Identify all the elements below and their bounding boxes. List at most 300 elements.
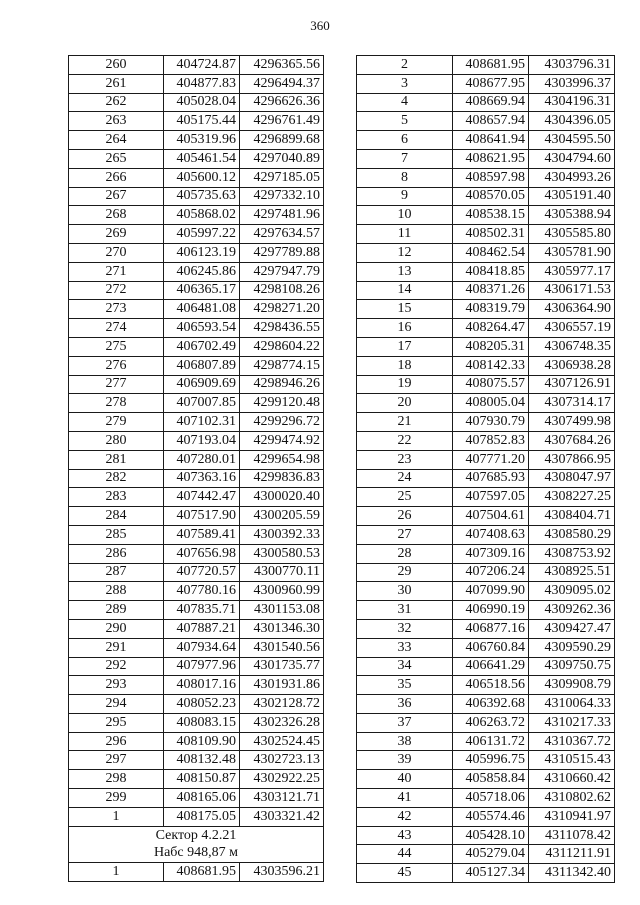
y-coordinate-cell: 4300392.33 [240,525,324,544]
table-row [357,243,615,262]
y-coordinate-cell: 4302922.25 [240,770,324,789]
point-number-cell: 17 [357,337,453,356]
page-number: 360 [310,18,330,33]
y-coordinate-cell: 4308227.25 [529,488,615,507]
y-coordinate-cell: 4310217.33 [529,713,615,732]
y-coordinate-cell: 4300205.59 [240,507,324,526]
table-row [69,225,324,244]
x-coordinate-cell: 408570.05 [453,187,529,206]
table-row [357,619,615,638]
y-coordinate-cell: 4311211.91 [529,845,615,864]
point-number-cell: 4 [357,93,453,112]
table-row [357,525,615,544]
x-coordinate-cell: 408319.79 [453,300,529,319]
y-coordinate-cell: 4308925.51 [529,563,615,582]
x-coordinate-cell: 405996.75 [453,751,529,770]
table-row [357,93,615,112]
y-coordinate-cell: 4299296.72 [240,413,324,432]
table-row [357,131,615,150]
y-coordinate-cell: 4302524.45 [240,732,324,751]
point-number-cell: 273 [69,300,164,319]
point-number-cell: 294 [69,695,164,714]
point-number-cell: 280 [69,431,164,450]
table-row [357,431,615,450]
x-coordinate-cell: 406990.19 [453,601,529,620]
point-number-cell: 264 [69,131,164,150]
table-row [69,56,324,75]
x-coordinate-cell: 407309.16 [453,544,529,563]
table-row [357,845,615,864]
point-number-cell: 262 [69,93,164,112]
point-number-cell: 9 [357,187,453,206]
x-coordinate-cell: 407442.47 [164,488,240,507]
y-coordinate-cell: 4296365.56 [240,56,324,75]
x-coordinate-cell: 407363.16 [164,469,240,488]
point-number-cell: 38 [357,732,453,751]
x-coordinate-cell: 406702.49 [164,337,240,356]
x-coordinate-cell: 408075.57 [453,375,529,394]
point-number-cell: 1 [69,807,164,826]
point-number-cell: 279 [69,413,164,432]
point-number-cell: 260 [69,56,164,75]
y-coordinate-cell: 4304794.60 [529,149,615,168]
y-coordinate-cell: 4303596.21 [240,863,324,882]
x-coordinate-cell: 406877.16 [453,619,529,638]
y-coordinate-cell: 4305191.40 [529,187,615,206]
point-number-cell: 10 [357,206,453,225]
point-number-cell: 40 [357,770,453,789]
table-row [69,281,324,300]
table-row [357,826,615,845]
x-coordinate-cell: 407780.16 [164,582,240,601]
table-row [357,713,615,732]
table-row [69,93,324,112]
x-coordinate-cell: 407835.71 [164,601,240,620]
table-row [69,149,324,168]
x-coordinate-cell: 406518.56 [453,676,529,695]
table-row [69,131,324,150]
x-coordinate-cell: 408175.05 [164,807,240,826]
x-coordinate-cell: 407408.63 [453,525,529,544]
point-number-cell: 287 [69,563,164,582]
y-coordinate-cell: 4297040.89 [240,149,324,168]
point-number-cell: 34 [357,657,453,676]
point-number-cell: 23 [357,450,453,469]
x-coordinate-cell: 405028.04 [164,93,240,112]
x-coordinate-cell: 405858.84 [453,770,529,789]
x-coordinate-cell: 408165.06 [164,789,240,808]
x-coordinate-cell: 408462.54 [453,243,529,262]
x-coordinate-cell: 407852.83 [453,431,529,450]
x-coordinate-cell: 408669.94 [453,93,529,112]
point-number-cell: 281 [69,450,164,469]
table-row [357,168,615,187]
x-coordinate-cell: 406392.68 [453,695,529,714]
x-coordinate-cell: 406481.08 [164,300,240,319]
point-number-cell: 45 [357,864,453,883]
point-number-cell: 1 [69,863,164,882]
point-number-cell: 266 [69,168,164,187]
x-coordinate-cell: 408681.95 [453,56,529,75]
x-coordinate-cell: 407887.21 [164,619,240,638]
y-coordinate-cell: 4306171.53 [529,281,615,300]
point-number-cell: 39 [357,751,453,770]
point-number-cell: 22 [357,431,453,450]
y-coordinate-cell: 4296626.36 [240,93,324,112]
point-number-cell: 267 [69,187,164,206]
y-coordinate-cell: 4304196.31 [529,93,615,112]
table-row [69,525,324,544]
x-coordinate-cell: 407685.93 [453,469,529,488]
x-coordinate-cell: 408657.94 [453,112,529,131]
y-coordinate-cell: 4298436.55 [240,319,324,338]
y-coordinate-cell: 4300770.11 [240,563,324,582]
table-row [357,864,615,883]
y-coordinate-cell: 4300580.53 [240,544,324,563]
right-coordinates-table [356,55,615,883]
y-coordinate-cell: 4305585.80 [529,225,615,244]
table-row [357,300,615,319]
y-coordinate-cell: 4298946.26 [240,375,324,394]
y-coordinate-cell: 4307314.17 [529,394,615,413]
point-number-cell: 269 [69,225,164,244]
x-coordinate-cell: 406760.84 [453,638,529,657]
table-row [69,657,324,676]
point-number-cell: 20 [357,394,453,413]
x-coordinate-cell: 405461.54 [164,149,240,168]
x-coordinate-cell: 407504.61 [453,507,529,526]
y-coordinate-cell: 4309095.02 [529,582,615,601]
x-coordinate-cell: 408052.23 [164,695,240,714]
table-row [357,112,615,131]
point-number-cell: 27 [357,525,453,544]
point-number-cell: 277 [69,375,164,394]
table-row [357,413,615,432]
y-coordinate-cell: 4308753.92 [529,544,615,563]
table-row [69,488,324,507]
table-row [357,657,615,676]
point-number-cell: 5 [357,112,453,131]
y-coordinate-cell: 4308580.29 [529,525,615,544]
point-number-cell: 297 [69,751,164,770]
x-coordinate-cell: 407193.04 [164,431,240,450]
table-row [69,337,324,356]
table-row [357,375,615,394]
y-coordinate-cell: 4303996.37 [529,74,615,93]
point-number-cell: 286 [69,544,164,563]
y-coordinate-cell: 4301153.08 [240,601,324,620]
point-number-cell: 265 [69,149,164,168]
x-coordinate-cell: 408083.15 [164,713,240,732]
point-number-cell: 19 [357,375,453,394]
left-coordinates-table [68,55,324,882]
x-coordinate-cell: 408132.48 [164,751,240,770]
y-coordinate-cell: 4307684.26 [529,431,615,450]
x-coordinate-cell: 405600.12 [164,168,240,187]
y-coordinate-cell: 4299474.92 [240,431,324,450]
table-row [357,319,615,338]
table-row [69,243,324,262]
table-row [357,206,615,225]
point-number-cell: 282 [69,469,164,488]
table-row [357,56,615,75]
x-coordinate-cell: 408371.26 [453,281,529,300]
point-number-cell: 35 [357,676,453,695]
x-coordinate-cell: 408142.33 [453,356,529,375]
point-number-cell: 15 [357,300,453,319]
y-coordinate-cell: 4297634.57 [240,225,324,244]
point-number-cell: 8 [357,168,453,187]
table-row [69,676,324,695]
y-coordinate-cell: 4298604.22 [240,337,324,356]
x-coordinate-cell: 405868.02 [164,206,240,225]
y-coordinate-cell: 4302723.13 [240,751,324,770]
table-row [69,262,324,281]
y-coordinate-cell: 4296761.49 [240,112,324,131]
table-row [69,863,324,882]
table-row [69,413,324,432]
point-number-cell: 263 [69,112,164,131]
y-coordinate-cell: 4296899.68 [240,131,324,150]
table-row [357,262,615,281]
table-row [357,450,615,469]
point-number-cell: 24 [357,469,453,488]
point-number-cell: 30 [357,582,453,601]
point-number-cell: 18 [357,356,453,375]
table-row [69,807,324,826]
table-row [357,789,615,808]
x-coordinate-cell: 407597.05 [453,488,529,507]
x-coordinate-cell: 407517.90 [164,507,240,526]
table-row [357,563,615,582]
y-coordinate-cell: 4304595.50 [529,131,615,150]
x-coordinate-cell: 407771.20 [453,450,529,469]
y-coordinate-cell: 4301735.77 [240,657,324,676]
point-number-cell: 271 [69,262,164,281]
x-coordinate-cell: 407934.64 [164,638,240,657]
table-row [69,638,324,657]
point-number-cell: 14 [357,281,453,300]
y-coordinate-cell: 4310367.72 [529,732,615,751]
y-coordinate-cell: 4307126.91 [529,375,615,394]
table-row [69,469,324,488]
x-coordinate-cell: 405735.63 [164,187,240,206]
table-row [69,601,324,620]
point-number-cell: 33 [357,638,453,657]
table-row [357,488,615,507]
table-row [357,225,615,244]
y-coordinate-cell: 4309908.79 [529,676,615,695]
table-row [69,619,324,638]
x-coordinate-cell: 408677.95 [453,74,529,93]
y-coordinate-cell: 4302128.72 [240,695,324,714]
point-number-cell: 292 [69,657,164,676]
x-coordinate-cell: 407102.31 [164,413,240,432]
table-row [69,187,324,206]
table-row [69,450,324,469]
x-coordinate-cell: 408418.85 [453,262,529,281]
x-coordinate-cell: 408264.47 [453,319,529,338]
point-number-cell: 6 [357,131,453,150]
point-number-cell: 288 [69,582,164,601]
point-number-cell: 270 [69,243,164,262]
point-number-cell: 261 [69,74,164,93]
x-coordinate-cell: 407930.79 [453,413,529,432]
x-coordinate-cell: 404877.83 [164,74,240,93]
y-coordinate-cell: 4297789.88 [240,243,324,262]
x-coordinate-cell: 407589.41 [164,525,240,544]
sector-row [69,844,324,862]
y-coordinate-cell: 4303796.31 [529,56,615,75]
point-number-cell: 41 [357,789,453,808]
table-row [69,751,324,770]
y-coordinate-cell: 4306557.19 [529,319,615,338]
x-coordinate-cell: 404724.87 [164,56,240,75]
table-row [69,168,324,187]
x-coordinate-cell: 408597.98 [453,168,529,187]
table-row [69,770,324,789]
y-coordinate-cell: 4306748.35 [529,337,615,356]
sector-area: Набс 948,87 м [69,844,324,862]
point-number-cell: 272 [69,281,164,300]
y-coordinate-cell: 4310660.42 [529,770,615,789]
y-coordinate-cell: 4299836.83 [240,469,324,488]
table-row [69,732,324,751]
table-row [357,507,615,526]
point-number-cell: 21 [357,413,453,432]
point-number-cell: 2 [357,56,453,75]
y-coordinate-cell: 4301540.56 [240,638,324,657]
y-coordinate-cell: 4299120.48 [240,394,324,413]
x-coordinate-cell: 406123.19 [164,243,240,262]
y-coordinate-cell: 4300020.40 [240,488,324,507]
point-number-cell: 291 [69,638,164,657]
point-number-cell: 43 [357,826,453,845]
point-number-cell: 37 [357,713,453,732]
x-coordinate-cell: 405428.10 [453,826,529,845]
point-number-cell: 13 [357,262,453,281]
point-number-cell: 44 [357,845,453,864]
table-row [357,676,615,695]
table-row [69,319,324,338]
y-coordinate-cell: 4305977.17 [529,262,615,281]
table-row [357,807,615,826]
y-coordinate-cell: 4298108.26 [240,281,324,300]
table-row [357,582,615,601]
table-row [357,638,615,657]
table-row [357,770,615,789]
table-row [357,187,615,206]
y-coordinate-cell: 4304396.05 [529,112,615,131]
table-row [69,431,324,450]
x-coordinate-cell: 406245.86 [164,262,240,281]
x-coordinate-cell: 406593.54 [164,319,240,338]
y-coordinate-cell: 4305781.90 [529,243,615,262]
y-coordinate-cell: 4310064.33 [529,695,615,714]
point-number-cell: 298 [69,770,164,789]
table-row [357,544,615,563]
point-number-cell: 7 [357,149,453,168]
point-number-cell: 283 [69,488,164,507]
sector-title: Сектор 4.2.21 [69,826,324,844]
table-row [357,149,615,168]
point-number-cell: 28 [357,544,453,563]
x-coordinate-cell: 405319.96 [164,131,240,150]
point-number-cell: 268 [69,206,164,225]
y-coordinate-cell: 4297481.96 [240,206,324,225]
table-row [69,394,324,413]
point-number-cell: 289 [69,601,164,620]
point-number-cell: 3 [357,74,453,93]
x-coordinate-cell: 405175.44 [164,112,240,131]
table-row [69,356,324,375]
x-coordinate-cell: 406263.72 [453,713,529,732]
table-row [357,695,615,714]
y-coordinate-cell: 4310515.43 [529,751,615,770]
x-coordinate-cell: 408205.31 [453,337,529,356]
x-coordinate-cell: 406641.29 [453,657,529,676]
point-number-cell: 29 [357,563,453,582]
point-number-cell: 25 [357,488,453,507]
point-number-cell: 12 [357,243,453,262]
x-coordinate-cell: 407280.01 [164,450,240,469]
y-coordinate-cell: 4302326.28 [240,713,324,732]
y-coordinate-cell: 4306938.28 [529,356,615,375]
x-coordinate-cell: 407007.85 [164,394,240,413]
point-number-cell: 293 [69,676,164,695]
y-coordinate-cell: 4309750.75 [529,657,615,676]
table-row [69,695,324,714]
table-row [69,112,324,131]
x-coordinate-cell: 408017.16 [164,676,240,695]
y-coordinate-cell: 4297185.05 [240,168,324,187]
x-coordinate-cell: 405127.34 [453,864,529,883]
table-row [69,507,324,526]
y-coordinate-cell: 4306364.90 [529,300,615,319]
x-coordinate-cell: 408641.94 [453,131,529,150]
x-coordinate-cell: 408621.95 [453,149,529,168]
x-coordinate-cell: 406131.72 [453,732,529,751]
table-row [357,732,615,751]
y-coordinate-cell: 4309262.36 [529,601,615,620]
x-coordinate-cell: 407206.24 [453,563,529,582]
point-number-cell: 274 [69,319,164,338]
y-coordinate-cell: 4309427.47 [529,619,615,638]
y-coordinate-cell: 4309590.29 [529,638,615,657]
x-coordinate-cell: 408109.90 [164,732,240,751]
y-coordinate-cell: 4297332.10 [240,187,324,206]
table-row [357,356,615,375]
table-row [69,206,324,225]
table-row [357,74,615,93]
table-row [357,751,615,770]
point-number-cell: 36 [357,695,453,714]
sector-row [69,826,324,844]
y-coordinate-cell: 4307866.95 [529,450,615,469]
table-row [357,337,615,356]
y-coordinate-cell: 4296494.37 [240,74,324,93]
x-coordinate-cell: 407977.96 [164,657,240,676]
y-coordinate-cell: 4307499.98 [529,413,615,432]
point-number-cell: 290 [69,619,164,638]
table-row [357,469,615,488]
table-row [69,74,324,93]
y-coordinate-cell: 4310802.62 [529,789,615,808]
x-coordinate-cell: 408005.04 [453,394,529,413]
point-number-cell: 16 [357,319,453,338]
y-coordinate-cell: 4300960.99 [240,582,324,601]
y-coordinate-cell: 4304993.26 [529,168,615,187]
